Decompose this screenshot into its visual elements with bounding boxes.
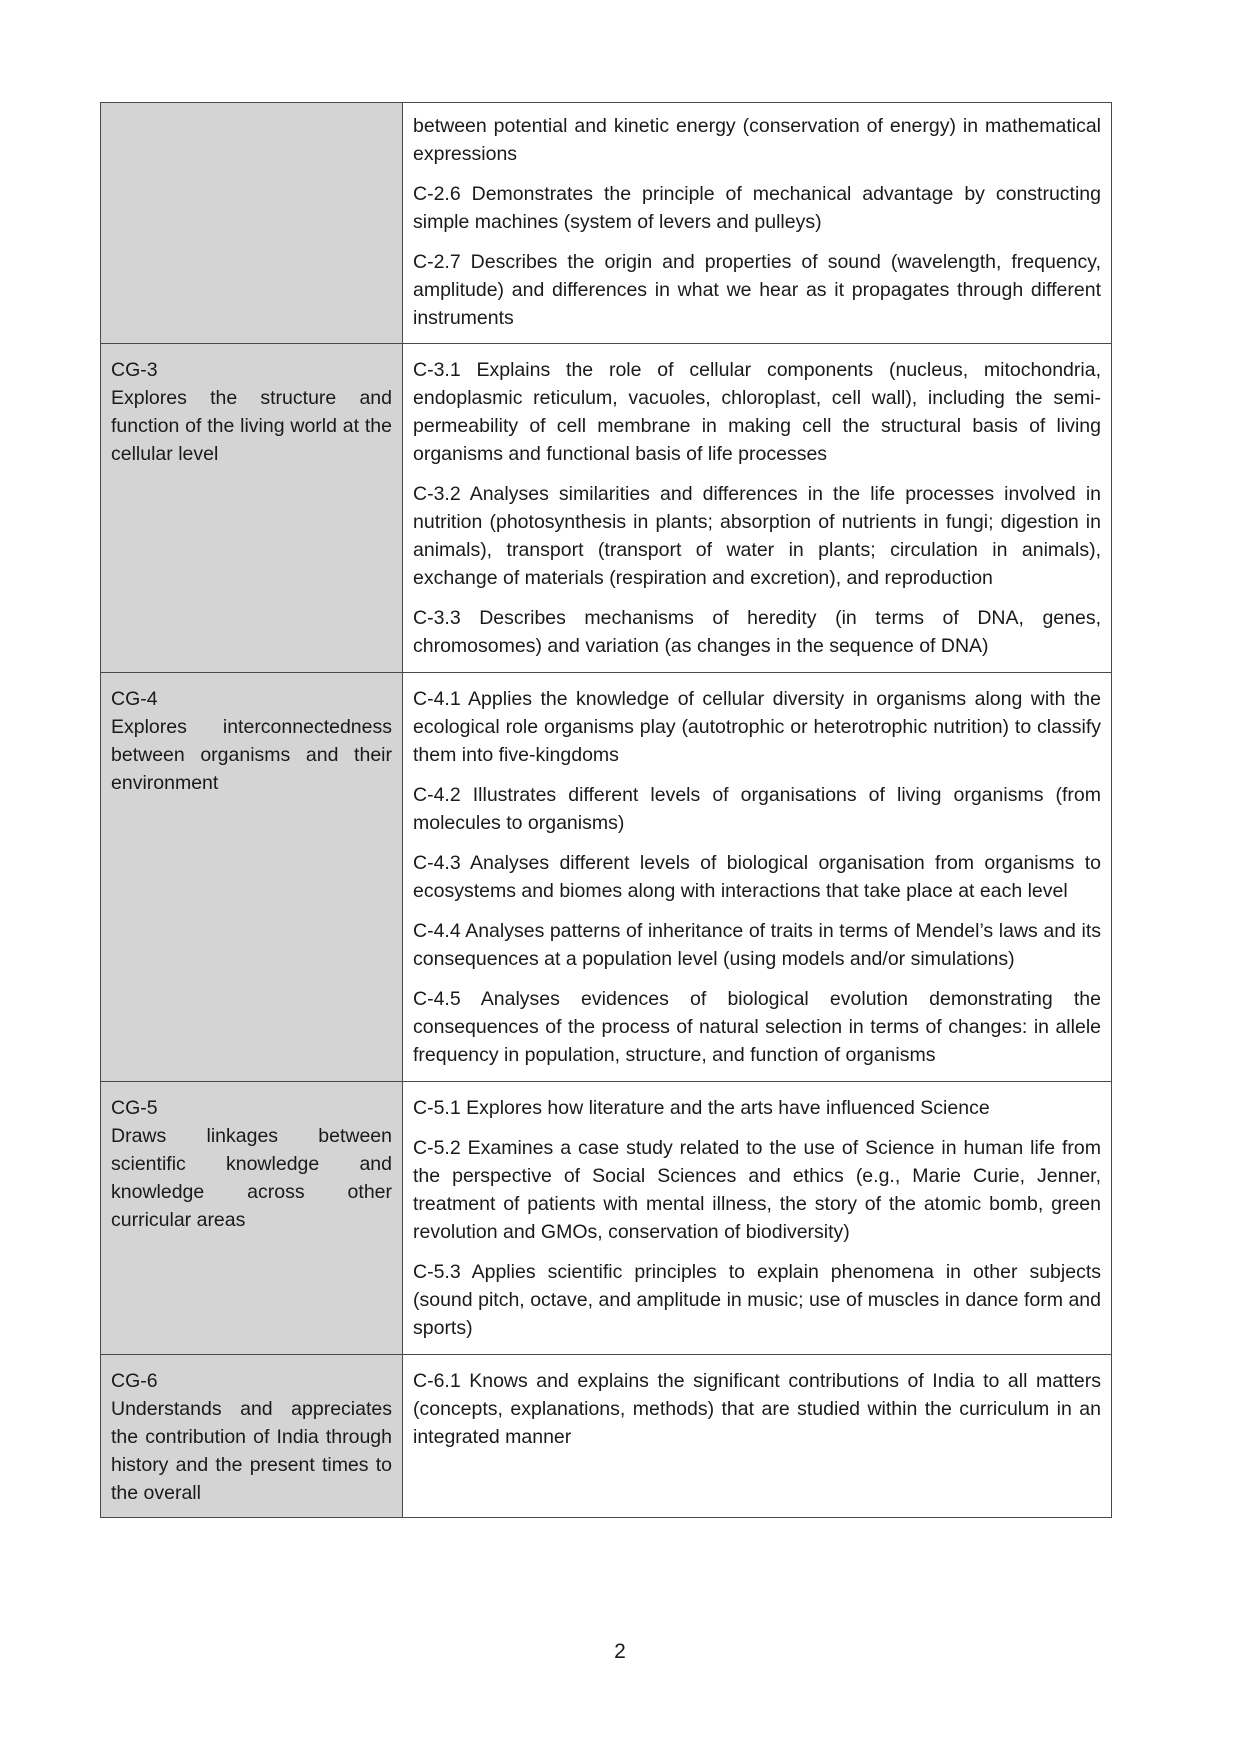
competency-text: C-4.1 Applies the knowledge of cellular diversity in organisms along with the ecological role organisms play (autotrophic or heterotrophic nutrition) to classify them into five-kingdoms — [413, 688, 1101, 766]
goal-description: Explores the structure and function of the living world at the cellular level — [111, 387, 392, 465]
page-number: 2 — [614, 1640, 626, 1663]
competency-text: C-4.4 Analyses patterns of inheritance of traits in terms of Mendel’s laws and its consequences at a population level (using models and/or simulations) — [413, 920, 1101, 970]
competency-text: C-2.7 Describes the origin and properties of sound (wavelength, frequency, amplitude) and differences in what we hear as it propagates through different instruments — [413, 251, 1101, 329]
goal-cell — [101, 103, 403, 344]
goal-description: Explores interconnectedness between organisms and their environment — [111, 716, 392, 794]
competencies-cell — [403, 673, 1112, 1082]
competency-text: C-3.3 Describes mechanisms of heredity (in terms of DNA, genes, chromosomes) and variation (as changes in the sequence of DNA) — [413, 607, 1101, 657]
table-row — [101, 1355, 1112, 1518]
goal-cell — [101, 1355, 403, 1518]
competency-text: C-2.6 Demonstrates the principle of mechanical advantage by constructing simple machines (system of levers and pulleys) — [413, 183, 1101, 233]
goal-cell — [101, 1082, 403, 1355]
competency-text: C-3.2 Analyses similarities and differences in the life processes involved in nutrition (photosynthesis in plants; absorption of nutrients in fungi; digestion in animals), transport (transport of water in plants; circulation in animals), exchange of materials (respiration and excretion), and reproduction — [413, 483, 1101, 589]
competency-text: C-4.3 Analyses different levels of biological organisation from organisms to ecosystems and biomes along with interactions that take place at each level — [413, 852, 1101, 902]
table-row — [101, 673, 1112, 1082]
competencies-cell — [403, 1082, 1112, 1355]
table-row — [101, 1082, 1112, 1355]
competencies-cell — [403, 103, 1112, 344]
competency-text: C-4.5 Analyses evidences of biological evolution demonstrating the consequences of the process of natural selection in terms of changes: in allele frequency in population, structure, and function of organisms — [413, 988, 1101, 1066]
goal-description: Understands and appreciates the contribution of India through history and the present times to the overall — [111, 1398, 392, 1504]
competencies-cell — [403, 344, 1112, 673]
table-row — [101, 344, 1112, 673]
goal-cell — [101, 673, 403, 1082]
goal-cell — [101, 344, 403, 673]
goal-code: CG-6 — [111, 1370, 158, 1392]
curricular-goals-table — [100, 102, 1112, 1518]
competency-text: C-5.1 Explores how literature and the arts have influenced Science — [413, 1097, 990, 1119]
competencies-cell — [403, 1355, 1112, 1518]
competency-text: C-3.1 Explains the role of cellular components (nucleus, mitochondria, endoplasmic reticulum, vacuoles, chloroplast, cell wall), including the semi-permeability of cell membrane in making cell the structural basis of living organisms and functional basis of life processes — [413, 359, 1101, 465]
competency-text: C-4.2 Illustrates different levels of organisations of living organisms (from molecules to organisms) — [413, 784, 1101, 834]
goal-code: CG-4 — [111, 688, 158, 710]
goal-code: CG-3 — [111, 359, 158, 381]
competency-text: C-6.1 Knows and explains the significant contributions of India to all matters (concepts, explanations, methods) that are studied within the curriculum in an integrated manner — [413, 1370, 1101, 1448]
competency-text: C-5.2 Examines a case study related to the use of Science in human life from the perspective of Social Sciences and ethics (e.g., Marie Curie, Jenner, treatment of patients with mental illness, the story of the atomic bomb, green revolution and GMOs, conservation of biodiversity) — [413, 1137, 1101, 1243]
goal-code: CG-5 — [111, 1097, 158, 1119]
goal-description: Draws linkages between scientific knowledge and knowledge across other curricular areas — [111, 1125, 392, 1231]
table-row — [101, 103, 1112, 344]
competency-text: C-5.3 Applies scientific principles to explain phenomena in other subjects (sound pitch, octave, and amplitude in music; use of muscles in dance form and sports) — [413, 1261, 1101, 1339]
competency-text: between potential and kinetic energy (conservation of energy) in mathematical expressions — [413, 115, 1101, 165]
